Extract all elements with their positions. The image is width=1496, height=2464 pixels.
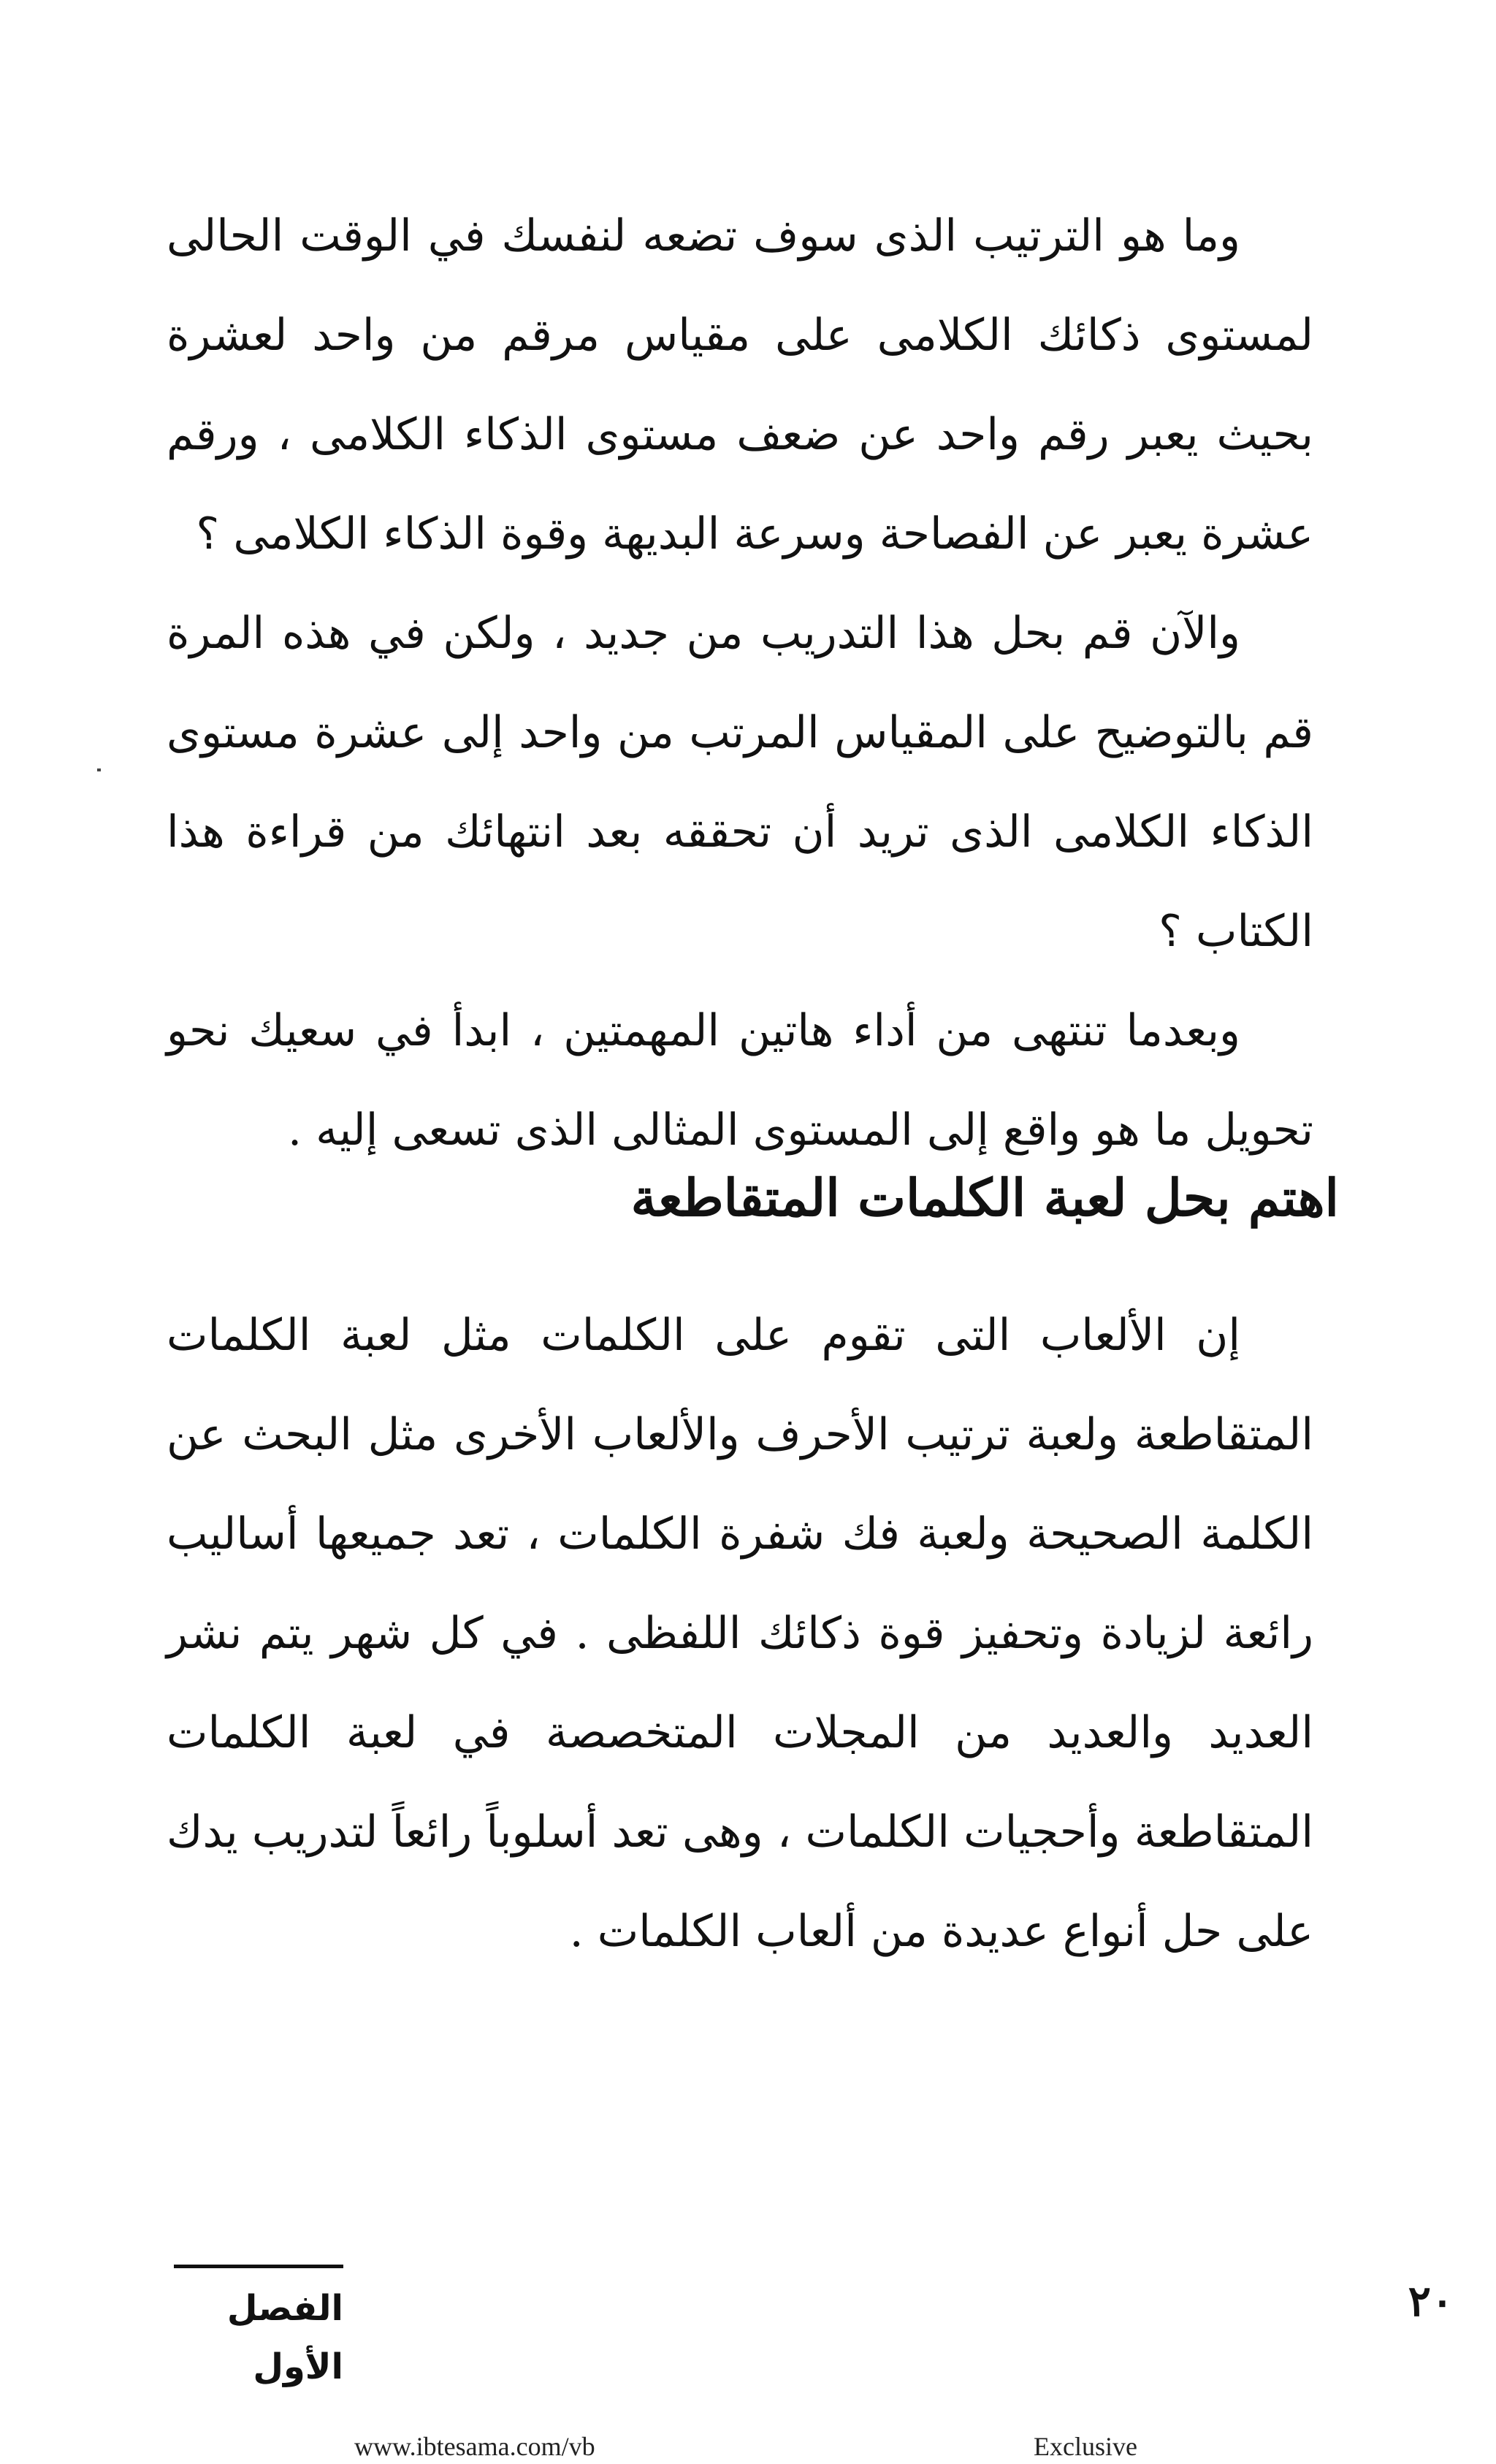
paragraph: وبعدما تنتهى من أداء هاتين المهمتين ، ابدأ في سعيك نحو تحويل ما هو واقع إلى المستوى المثالى الذى تسعى إليه . [167,1005,1313,1156]
footer-rule [174,2265,343,2268]
paragraph: والآن قم بحل هذا التدريب من جديد ، ولكن في هذه المرة قم بالتوضيح على المقياس المرتب من واحد إلى عشرة مستوى الذكاء الكلامى الذى تريد أن تحققه بعد انتهائك من قراءة هذا الكتاب ؟ [167,608,1313,957]
section-heading: اهتم بحل لعبة الكلمات المتقاطعة [630,1167,1339,1228]
scan-speck [97,768,101,771]
watermark-url: www.ibtesama.com/vb [354,2432,595,2461]
section-one-body [167,186,1313,1180]
watermark-exclusive: Exclusive [1034,2432,1137,2461]
chapter-label: الفصل الأول [226,2288,343,2387]
paragraph: إن الألعاب التى تقوم على الكلمات مثل لعبة الكلمات المتقاطعة ولعبة ترتيب الأحرف والألعاب الأخرى مثل البحث عن الكلمة الصحيحة ولعبة فك شفرة الكلمات ، تعد جميعها أساليب رائعة لزيادة وتحفيز قوة ذكائك اللفظى . في كل شهر يتم نشر العديد والعديد من المجلات المتخصصة في لعبة الكلمات المتقاطعة وأحجيات الكلمات ، وهى تعد أسلوباً رائعاً لتدريب يدك على حل أنواع عديدة من ألعاب الكلمات . [167,1310,1313,1957]
paragraph: وما هو الترتيب الذى سوف تضعه لنفسك في الوقت الحالى لمستوى ذكائك الكلامى على مقياس مرقم من واحد لعشرة بحيث يعبر رقم واحد عن ضعف مستوى الذكاء الكلامى ، ورقم عشرة يعبر عن الفصاحة وسرعة البديهة وقوة الذكاء الكلامى ؟ [167,210,1313,560]
page-number: ٢٠ [1408,2276,1454,2326]
section-two-body [167,1286,1313,1981]
